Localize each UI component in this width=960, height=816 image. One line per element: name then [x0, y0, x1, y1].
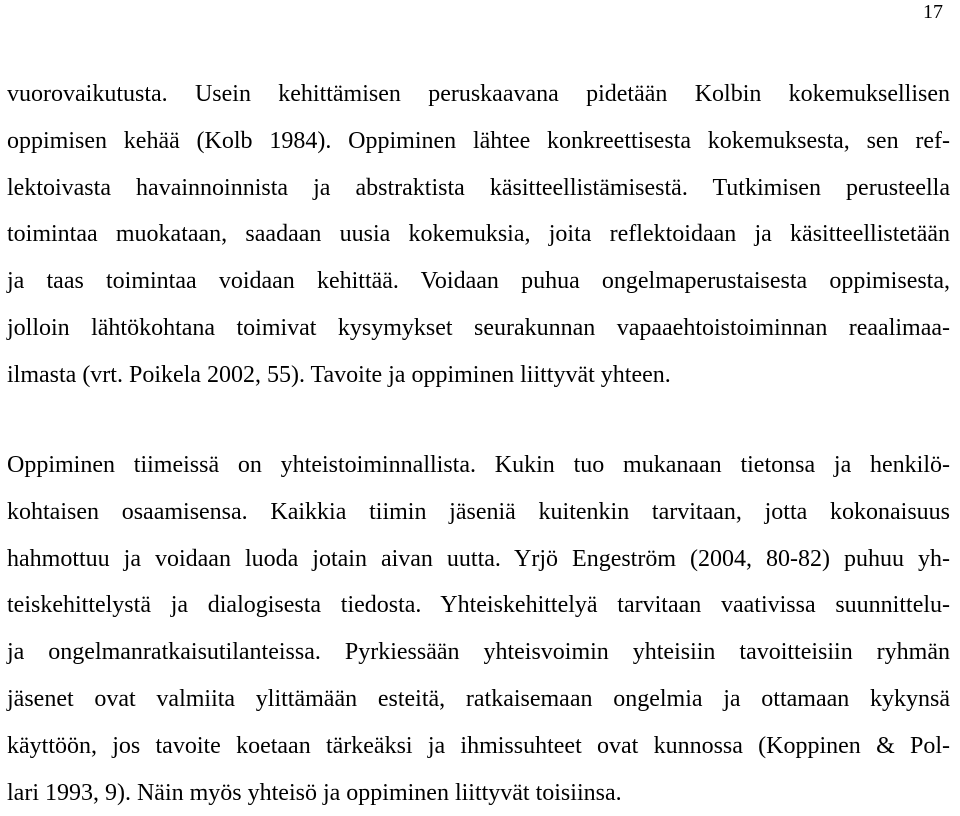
- text-line: jäsenet ovat valmiita ylittämään esteitä, ratkaisemaan ongelmia ja ottamaan kykynsä: [7, 685, 950, 712]
- text-line: ilmasta (vrt. Poikela 2002, 55). Tavoite ja oppiminen liittyvät yhteen.: [7, 361, 671, 388]
- text-line: hahmottuu ja voidaan luoda jotain aivan uutta. Yrjö Engeström (2004, 80-82) puhuu yh-: [7, 545, 950, 572]
- text-line: ja taas toimintaa voidaan kehittää. Voidaan puhua ongelmaperustaisesta oppimisesta,: [7, 268, 950, 295]
- paragraph-2: [7, 442, 950, 816]
- text-line: käyttöön, jos tavoite koetaan tärkeäksi ja ihmissuhteet ovat kunnossa (Koppinen & Pol-: [7, 732, 950, 759]
- text-line: kohtaisen osaamisensa. Kaikkia tiimin jäseniä kuitenkin tarvitaan, jotta kokonaisuus: [7, 498, 950, 525]
- text-line: vuorovaikutusta. Usein kehittämisen peruskaavana pidetään Kolbin kokemuksellisen: [7, 81, 950, 107]
- text-line: ja ongelmanratkaisutilanteissa. Pyrkiessään yhteisvoimin yhteisiin tavoitteisiin ryhmän: [7, 639, 950, 666]
- page-number: 17: [923, 1, 943, 23]
- text-line: oppimisen kehää (Kolb 1984). Oppiminen lähtee konkreettisesta kokemuksesta, sen ref-: [7, 127, 950, 154]
- text-line: jolloin lähtökohtana toimivat kysymykset seurakunnan vapaaehtoistoiminnan reaalimaa-: [7, 314, 950, 341]
- text-line: lektoivasta havainnoinnista ja abstraktista käsitteellistämisestä. Tutkimisen perusteella: [7, 174, 950, 201]
- paragraph-1: [7, 71, 950, 399]
- text-line: teiskehittelystä ja dialogisesta tiedosta. Yhteiskehittelyä tarvitaan vaativissa suunnittelu-: [7, 592, 950, 619]
- text-line: Oppiminen tiimeissä on yhteistoiminnallista. Kukin tuo mukanaan tietonsa ja henkilö-: [7, 452, 950, 478]
- text-line: lari 1993, 9). Näin myös yhteisö ja oppiminen liittyvät toisiinsa.: [7, 779, 622, 806]
- text-line: toimintaa muokataan, saadaan uusia kokemuksia, joita reflektoidaan ja käsitteellistetään: [7, 221, 950, 248]
